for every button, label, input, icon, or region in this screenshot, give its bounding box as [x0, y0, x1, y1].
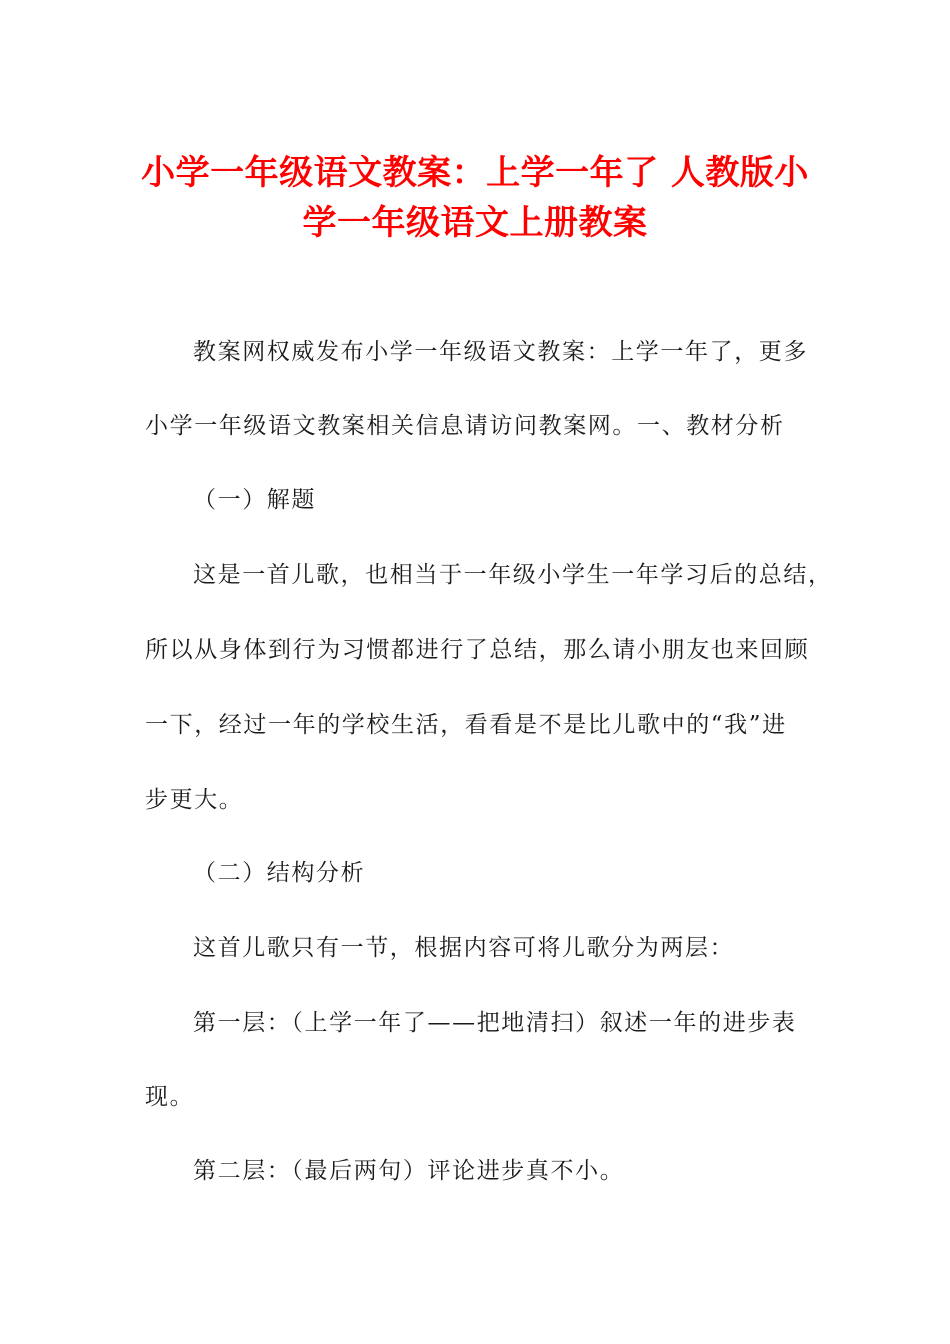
- title-line-2: 学一年级语文上册教案: [302, 203, 648, 243]
- paragraph-4-line-1: 第一层：（上学一年了——把地清扫）叙述一年的进步表: [193, 1010, 797, 1036]
- paragraph-4-line-2: 现。: [145, 1084, 195, 1110]
- section-heading-2: （二）结构分析: [193, 860, 366, 886]
- section-heading-1: （一）解题: [193, 487, 316, 513]
- paragraph-5-line-1: 第二层：（最后两句）评论进步真不小。: [193, 1158, 625, 1184]
- paragraph-1-line-2: 小学一年级语文教案相关信息请访问教案网。一、教材分析: [145, 413, 785, 439]
- paragraph-2-line-4: 步更大。: [145, 787, 244, 813]
- title-line-1: 小学一年级语文教案：上学一年了 人教版小: [141, 153, 809, 193]
- paragraph-3-line-1: 这首儿歌只有一节，根据内容可将儿歌分为两层：: [193, 935, 735, 961]
- paragraph-2-line-3: 一下，经过一年的学校生活，看看是不是比儿歌中的“我”进: [145, 712, 787, 738]
- paragraph-2-line-2: 所以从身体到行为习惯都进行了总结，那么请小朋友也来回顾: [145, 637, 810, 663]
- paragraph-1-line-1: 教案网权威发布小学一年级语文教案：上学一年了，更多: [193, 339, 808, 365]
- document-title: [130, 148, 820, 248]
- paragraph-2-line-1: 这是一首儿歌，也相当于一年级小学生一年学习后的总结，: [193, 562, 833, 588]
